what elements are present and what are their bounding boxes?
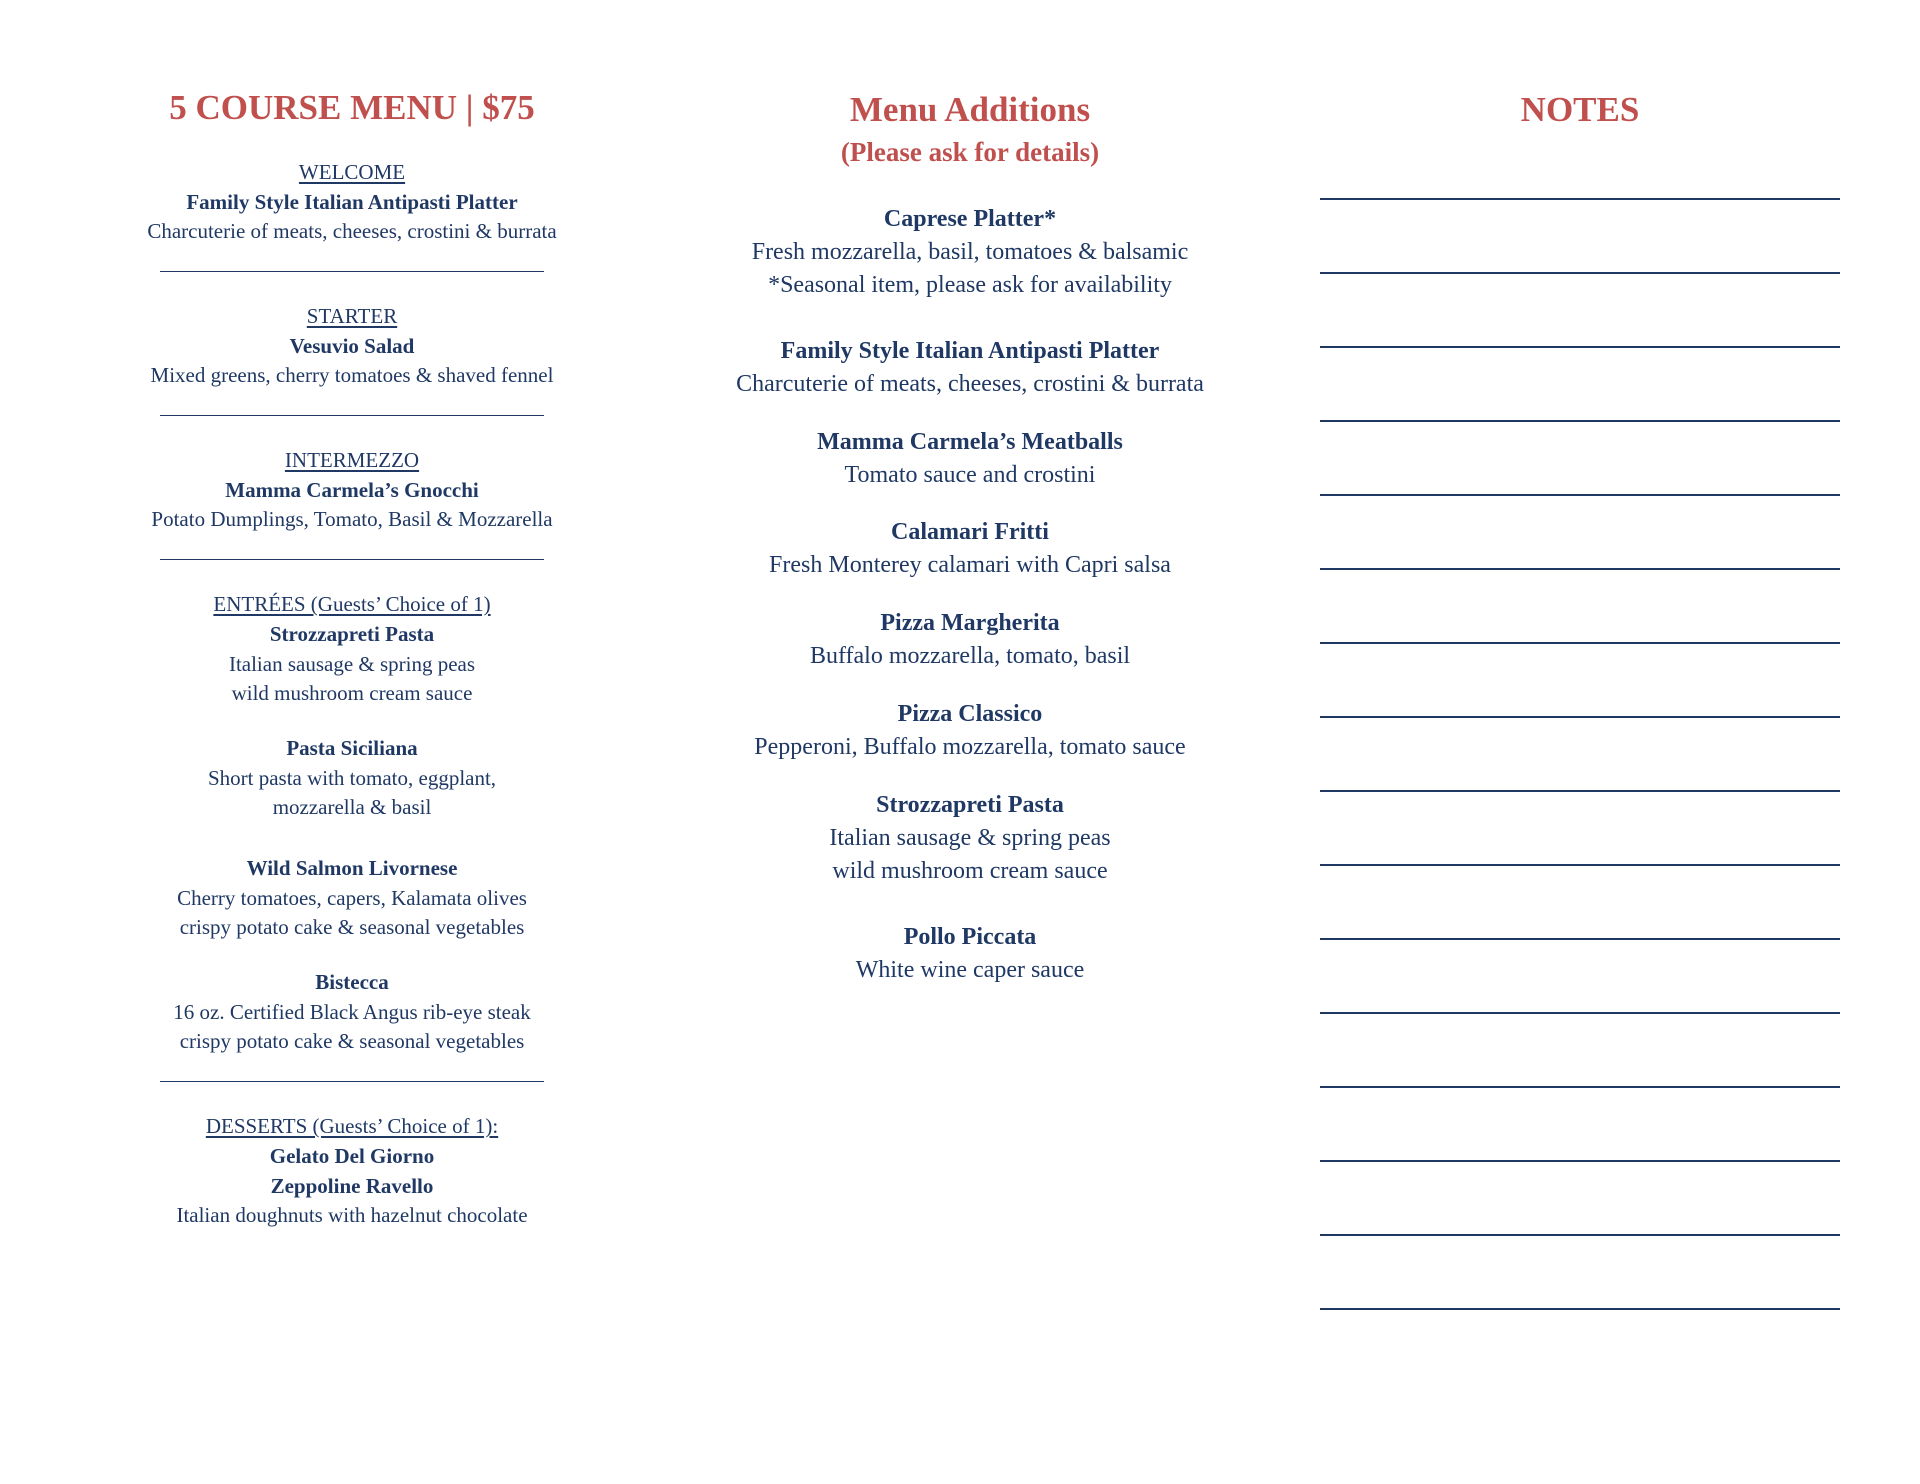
- addition-dish: Mamma Carmela’s Meatballs: [817, 429, 1123, 455]
- addition-dish: Pizza Classico: [897, 701, 1043, 727]
- note-line: [1320, 716, 1840, 718]
- addition-desc: wild mushroom cream sauce: [832, 858, 1108, 884]
- dessert-dish: Gelato Del Giorno: [269, 1144, 435, 1168]
- intermezzo-heading: INTERMEZZO: [284, 448, 420, 472]
- entree-desc: wild mushroom cream sauce: [231, 681, 473, 705]
- addition-desc: Fresh Monterey calamari with Capri salsa: [769, 552, 1171, 578]
- addition-desc: Tomato sauce and crostini: [844, 462, 1096, 488]
- addition-dish: Strozzapreti Pasta: [876, 792, 1064, 818]
- addition-dish: Calamari Fritti: [891, 519, 1049, 545]
- desserts-heading: DESSERTS (Guests’ Choice of 1):: [205, 1114, 499, 1138]
- entree-dish: Wild Salmon Livornese: [246, 856, 458, 880]
- entree-desc: 16 oz. Certified Black Angus rib-eye steak: [173, 1000, 531, 1024]
- section-divider: [160, 415, 544, 416]
- note-line: [1320, 198, 1840, 200]
- addition-desc: Fresh mozzarella, basil, tomatoes & balsamic: [751, 239, 1189, 265]
- entree-dish: Strozzapreti Pasta: [269, 622, 435, 646]
- intermezzo-desc: Potato Dumplings, Tomato, Basil & Mozzarella: [151, 507, 553, 531]
- addition-dish: Pollo Piccata: [903, 924, 1037, 950]
- starter-dish: Vesuvio Salad: [289, 334, 415, 358]
- additions-subtitle: (Please ask for details): [840, 137, 1100, 167]
- addition-desc: *Seasonal item, please ask for availability: [768, 272, 1172, 298]
- starter-heading: STARTER: [306, 304, 398, 328]
- entree-dish: Bistecca: [315, 970, 389, 994]
- note-line: [1320, 642, 1840, 644]
- note-line: [1320, 1234, 1840, 1236]
- welcome-dish: Family Style Italian Antipasti Platter: [186, 190, 518, 214]
- welcome-heading: WELCOME: [298, 160, 406, 184]
- intermezzo-dish: Mamma Carmela’s Gnocchi: [225, 478, 479, 502]
- addition-desc: Buffalo mozzarella, tomato, basil: [809, 643, 1131, 669]
- note-line: [1320, 420, 1840, 422]
- section-divider: [160, 271, 544, 272]
- note-line: [1320, 346, 1840, 348]
- addition-dish: Pizza Margherita: [880, 610, 1060, 636]
- welcome-desc: Charcuterie of meats, cheeses, crostini & burrata: [147, 219, 557, 243]
- addition-dish: Caprese Platter*: [883, 206, 1057, 232]
- note-line: [1320, 568, 1840, 570]
- addition-dish: Family Style Italian Antipasti Platter: [780, 338, 1160, 364]
- note-line: [1320, 1086, 1840, 1088]
- dessert-dish: Zeppoline Ravello: [270, 1174, 434, 1198]
- addition-desc: White wine caper sauce: [855, 957, 1085, 983]
- note-line: [1320, 1160, 1840, 1162]
- note-line: [1320, 1012, 1840, 1014]
- addition-desc: Italian sausage & spring peas: [829, 825, 1111, 851]
- note-line: [1320, 1308, 1840, 1310]
- entree-desc: Italian sausage & spring peas: [228, 652, 476, 676]
- addition-desc: Charcuterie of meats, cheeses, crostini & burrata: [736, 371, 1204, 397]
- entree-dish: Pasta Siciliana: [286, 736, 418, 760]
- addition-desc: Pepperoni, Buffalo mozzarella, tomato sauce: [754, 734, 1186, 760]
- additions-title: Menu Additions: [849, 90, 1091, 129]
- entree-desc: crispy potato cake & seasonal vegetables: [179, 915, 525, 939]
- note-line: [1320, 864, 1840, 866]
- note-line: [1320, 938, 1840, 940]
- entree-desc: mozzarella & basil: [272, 795, 432, 819]
- entree-desc: Short pasta with tomato, eggplant,: [207, 766, 497, 790]
- note-line: [1320, 494, 1840, 496]
- dessert-desc: Italian doughnuts with hazelnut chocolate: [176, 1203, 528, 1227]
- entrees-heading: ENTRÉES (Guests’ Choice of 1): [213, 592, 491, 616]
- entree-desc: crispy potato cake & seasonal vegetables: [179, 1029, 525, 1053]
- entree-desc: Cherry tomatoes, capers, Kalamata olives: [177, 886, 527, 910]
- starter-desc: Mixed greens, cherry tomatoes & shaved fennel: [150, 363, 554, 387]
- section-divider: [160, 1081, 544, 1082]
- note-line: [1320, 790, 1840, 792]
- note-line: [1320, 272, 1840, 274]
- course-menu-title: 5 COURSE MENU | $75: [169, 88, 535, 127]
- section-divider: [160, 559, 544, 560]
- notes-title: NOTES: [1520, 90, 1640, 129]
